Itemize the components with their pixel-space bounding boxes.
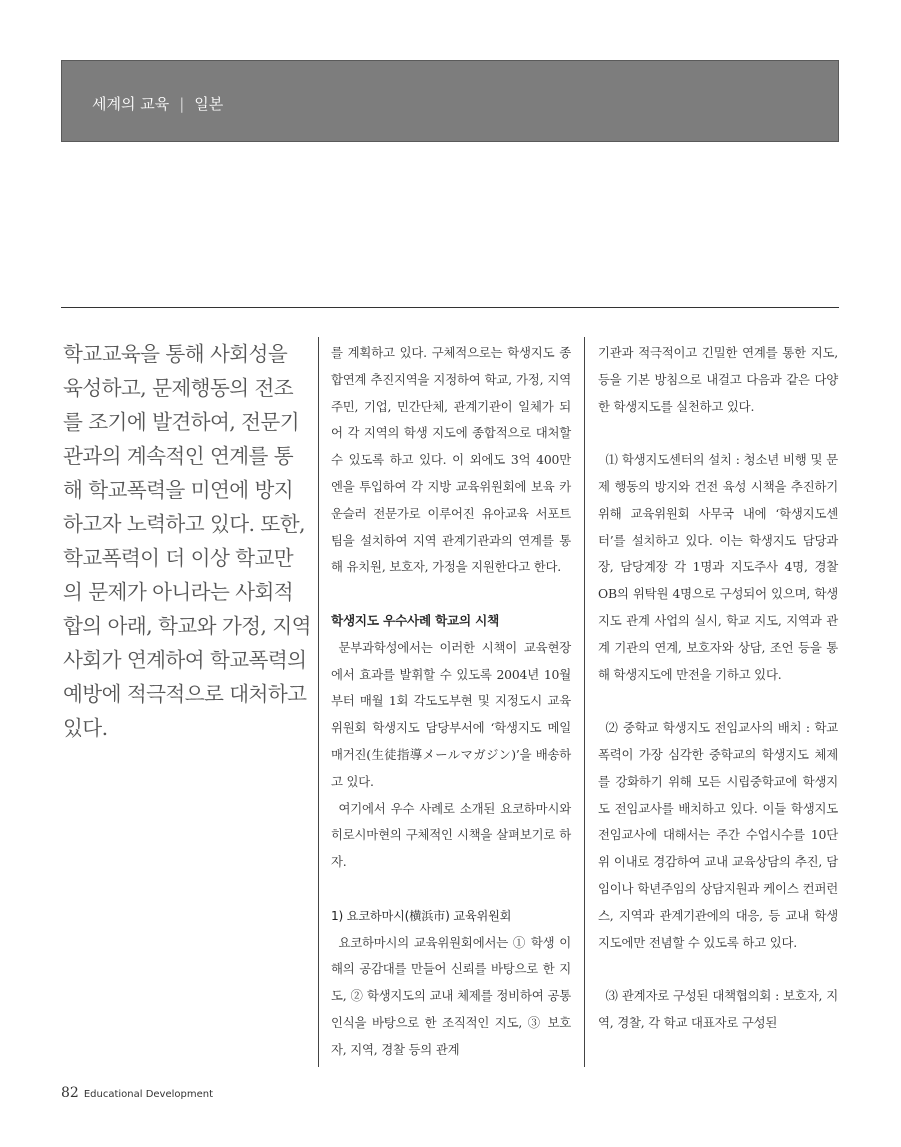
pull-quote: [63, 337, 311, 745]
section-header-title: [92, 93, 223, 114]
page-number: 82: [61, 1085, 79, 1101]
horizontal-rule: [61, 307, 839, 308]
column-1-paragraph-2: 문부과학성에서는 이러한 시책이 교육현장에서 효과를 발휘할 수 있도록 2004년 10월부터 매월 1회 각도도부현 및 지정도시 교육위원회 학생지도 담당부서에 ‘학생지도 메일 매거진(生徒指導メールマガジン)’을 배송하고 있다.: [331, 639, 571, 789]
page-footer: [61, 1082, 213, 1101]
country-label: 일본: [194, 95, 224, 113]
article-column-1: [331, 340, 571, 1064]
column-divider-left: [318, 337, 319, 1067]
section-label: 세계의 교육: [92, 95, 170, 113]
column-2-paragraph-3: ⑵ 중학교 학생지도 전임교사의 배치 : 학교 폭력이 가장 심각한 중학교의 학생지도 체제를 강화하기 위해 모든 시립중학교에 학생지도 전임교사를 배치하고 있다. 이들 학생지도 전임교사에 대해서는 주간 수업시수를 10단위 이내로 경감하여 교내 교육상담의 추진, 담임이나 학년주임의 상담지원과 케이스 컨퍼런스, 지역과 관계기관에의 대응, 등 교내 학생지도에만 전념할 수 있도록 하고 있다.: [598, 720, 838, 950]
column-1-paragraph-1: 를 계획하고 있다. 구체적으로는 학생지도 종합연계 추진지역을 지정하여 학교, 가정, 지역주민, 기업, 민간단체, 관계기관이 일체가 되어 각 지역의 학생 지도에 종합적으로 대처할 수 있도록 하고 있다. 이 외에도 3억 400만 엔을 투입하여 각 지방 교육위원회에 보육 카운슬러 전문가로 이루어진 유아교육 서포트 팀을 설치하여 지역 관계기관과의 연계를 통해 유치원, 보호자, 가정을 지원한다고 한다.: [331, 345, 571, 575]
column-2-paragraph-2: ⑴ 학생지도센터의 설치 : 청소년 비행 및 문제 행동의 방지와 건전 육성 시책을 추진하기 위해 교육위원회 사무국 내에 ‘학생지도센터’를 설치하고 있다. 이는 학생지도 담당과장, 담당계장 각 1명과 지도주사 4명, 경찰 OB의 위탁원 4명으로 구성되어 있으며, 학생지도 관계 사업의 실시, 학교 지도, 지역과 관계 기관의 연계, 보호자와 상담, 조언 등을 통해 학생지도에 만전을 기하고 있다.: [598, 452, 838, 682]
column-1-paragraph-3: 여기에서 우수 사례로 소개된 요코하마시와 히로시마현의 구체적인 시책을 살펴보기로 하자.: [331, 800, 571, 870]
column-2-paragraph-1: 기관과 적극적이고 긴밀한 연계를 통한 지도, 등을 기본 방침으로 내걸고 다음과 같은 다양한 학생지도를 실천하고 있다.: [598, 345, 838, 414]
column-1-paragraph-4: 요코하마시의 교육위원회에서는 ① 학생 이해의 공감대를 만들어 신뢰를 바탕으로 한 지도, ② 학생지도의 교내 체제를 정비하여 공통인식을 바탕으로 한 조직적인 지도, ③ 보호자, 지역, 경찰 등의 관계: [331, 934, 571, 1057]
publication-name: Educational Development: [83, 1089, 214, 1100]
article-column-2: [598, 340, 838, 1037]
pull-quote-text: 학교교육을 통해 사회성을 육성하고, 문제행동의 전조를 조기에 발견하여, 전문기관과의 계속적인 연계를 통해 학교폭력을 미연에 방지하고자 노력하고 있다. 또한, 학교폭력이 더 이상 학교만의 문제가 아니라는 사회적 합의 아래, 학교와 가정, 지역사회가 연계하여 학교폭력의 예방에 적극적으로 대처하고 있다.: [63, 342, 311, 740]
column-divider-right: [584, 337, 585, 1067]
column-2-paragraph-4: ⑶ 관계자로 구성된 대책협의회 : 보호자, 지역, 경찰, 각 학교 대표자로 구성된: [598, 988, 838, 1030]
subsection-heading: 1) 요코하마시(横浜市) 교육위원회: [331, 908, 512, 923]
header-separator: |: [179, 95, 185, 113]
section-header-bar: [61, 60, 839, 142]
section-heading: 학생지도 우수사례 학교의 시책: [331, 612, 500, 628]
